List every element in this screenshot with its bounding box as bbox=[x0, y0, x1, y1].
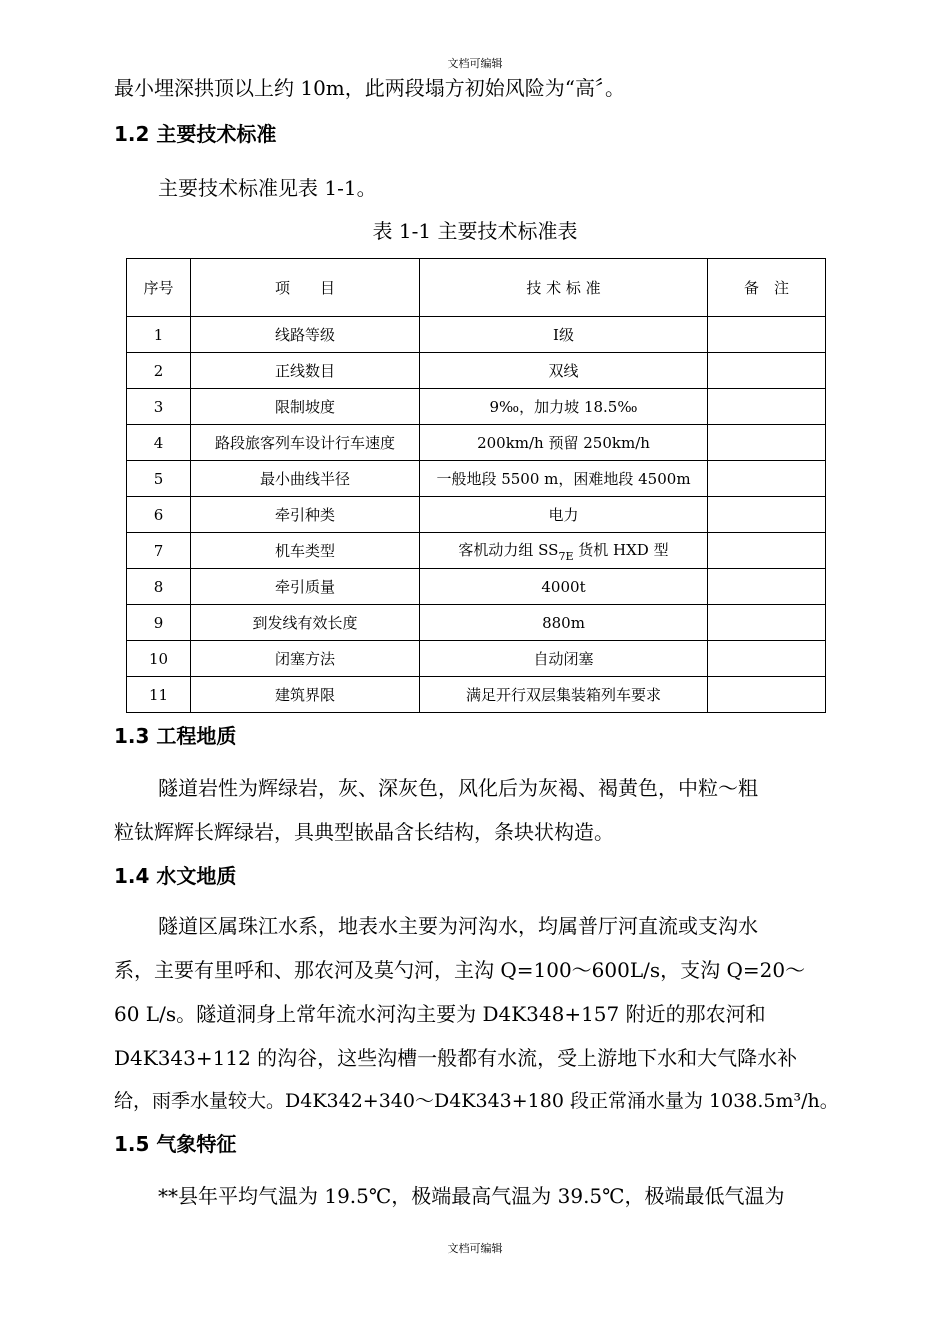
cell-note bbox=[708, 569, 826, 605]
cell-note bbox=[708, 353, 826, 389]
header-no: 序号 bbox=[127, 259, 191, 317]
cell-note bbox=[708, 389, 826, 425]
section-1-3-heading: 1.3 工程地质 bbox=[114, 724, 237, 748]
cell-note bbox=[708, 677, 826, 713]
cell-standard: 200km/h 预留 250km/h bbox=[420, 425, 708, 461]
cell-no: 5 bbox=[127, 461, 191, 497]
table-row bbox=[127, 641, 826, 677]
section-1-4-line: 系，主要有里呼和、那农河及莫勺河，主沟 Q=100～600L/s，支沟 Q=20～ bbox=[114, 958, 806, 982]
cell-standard: Ⅰ级 bbox=[420, 317, 708, 353]
cell-standard: 4000t bbox=[420, 569, 708, 605]
section-1-4-line: 给，雨季水量较大。D4K342+340～D4K343+180 段正常涌水量为 1038.5m³/h。 bbox=[114, 1090, 839, 1112]
cell-no: 4 bbox=[127, 425, 191, 461]
cell-item: 到发线有效长度 bbox=[191, 605, 420, 641]
cell-no: 8 bbox=[127, 569, 191, 605]
cell-standard: 满足开行双层集装箱列车要求 bbox=[420, 677, 708, 713]
table-row bbox=[127, 569, 826, 605]
cell-item: 闭塞方法 bbox=[191, 641, 420, 677]
cell-no: 6 bbox=[127, 497, 191, 533]
section-1-2-heading: 1.2 主要技术标准 bbox=[114, 122, 277, 146]
cell-standard: 9‰，加力坡 18.5‰ bbox=[420, 389, 708, 425]
header-note: 备 注 bbox=[708, 259, 826, 317]
section-1-2-text: 主要技术标准见表 1-1。 bbox=[158, 176, 377, 200]
table-row bbox=[127, 425, 826, 461]
table-row bbox=[127, 497, 826, 533]
table-row bbox=[127, 461, 826, 497]
cell-no: 11 bbox=[127, 677, 191, 713]
cell-item: 牵引种类 bbox=[191, 497, 420, 533]
cell-note bbox=[708, 497, 826, 533]
cell-standard: 双线 bbox=[420, 353, 708, 389]
cell-note bbox=[708, 425, 826, 461]
table-row bbox=[127, 605, 826, 641]
cell-standard: 一般地段 5500 m，困难地段 4500m bbox=[420, 461, 708, 497]
cell-standard: 880m bbox=[420, 605, 708, 641]
cell-note bbox=[708, 533, 826, 569]
section-1-4-line: D4K343+112 的沟谷，这些沟槽一般都有水流，受上游地下水和大气降水补 bbox=[114, 1046, 798, 1070]
cell-standard: 电力 bbox=[420, 497, 708, 533]
page-header: 文档可编辑 bbox=[447, 57, 503, 70]
table-row bbox=[127, 533, 826, 569]
cell-note bbox=[708, 641, 826, 677]
section-1-4-line: 隧道区属珠江水系，地表水主要为河沟水，均属普厅河直流或支沟水 bbox=[158, 914, 758, 938]
cell-note bbox=[708, 317, 826, 353]
section-1-4-heading: 1.4 水文地质 bbox=[114, 864, 237, 888]
standard-subscript: 7E bbox=[558, 549, 574, 563]
section-1-4-line: 60 L/s。隧道洞身上常年流水河沟主要为 D4K348+157 附近的那农河和 bbox=[114, 1002, 766, 1026]
intro-line: 最小埋深拱顶以上约 10m，此两段塌方初始风险为“高〞。 bbox=[114, 76, 625, 100]
section-1-3-line: 隧道岩性为辉绿岩，灰、深灰色，风化后为灰褐、褐黄色，中粒～粗 bbox=[158, 776, 758, 800]
cell-no: 9 bbox=[127, 605, 191, 641]
cell-note bbox=[708, 605, 826, 641]
table-row bbox=[127, 353, 826, 389]
section-1-3-line: 粒钛辉辉长辉绿岩，具典型嵌晶含长结构，条块状构造。 bbox=[114, 820, 614, 844]
cell-note bbox=[708, 461, 826, 497]
standards-table bbox=[126, 258, 826, 713]
cell-item: 最小曲线半径 bbox=[191, 461, 420, 497]
table-row bbox=[127, 317, 826, 353]
section-1-5-line: **县年平均气温为 19.5℃，极端最高气温为 39.5℃，极端最低气温为 bbox=[158, 1184, 785, 1208]
header-standard: 技 术 标 准 bbox=[420, 259, 708, 317]
standard-tail: 货机 HXD 型 bbox=[573, 540, 669, 559]
cell-item: 正线数目 bbox=[191, 353, 420, 389]
cell-no: 7 bbox=[127, 533, 191, 569]
cell-no: 3 bbox=[127, 389, 191, 425]
cell-item: 线路等级 bbox=[191, 317, 420, 353]
cell-item: 建筑界限 bbox=[191, 677, 420, 713]
standard-main: 客机动力组 SS bbox=[458, 540, 559, 559]
cell-item: 机车类型 bbox=[191, 533, 420, 569]
cell-no: 2 bbox=[127, 353, 191, 389]
table-caption: 表 1-1 主要技术标准表 bbox=[372, 219, 578, 243]
table-header-row bbox=[127, 259, 826, 317]
table-row bbox=[127, 677, 826, 713]
cell-no: 1 bbox=[127, 317, 191, 353]
cell-item: 牵引质量 bbox=[191, 569, 420, 605]
table-row bbox=[127, 389, 826, 425]
cell-standard bbox=[420, 533, 708, 569]
cell-no: 10 bbox=[127, 641, 191, 677]
section-1-5-heading: 1.5 气象特征 bbox=[114, 1132, 237, 1156]
cell-item: 限制坡度 bbox=[191, 389, 420, 425]
page-footer: 文档可编辑 bbox=[447, 1242, 503, 1255]
header-item: 项 目 bbox=[191, 259, 420, 317]
cell-item: 路段旅客列车设计行车速度 bbox=[191, 425, 420, 461]
cell-standard: 自动闭塞 bbox=[420, 641, 708, 677]
